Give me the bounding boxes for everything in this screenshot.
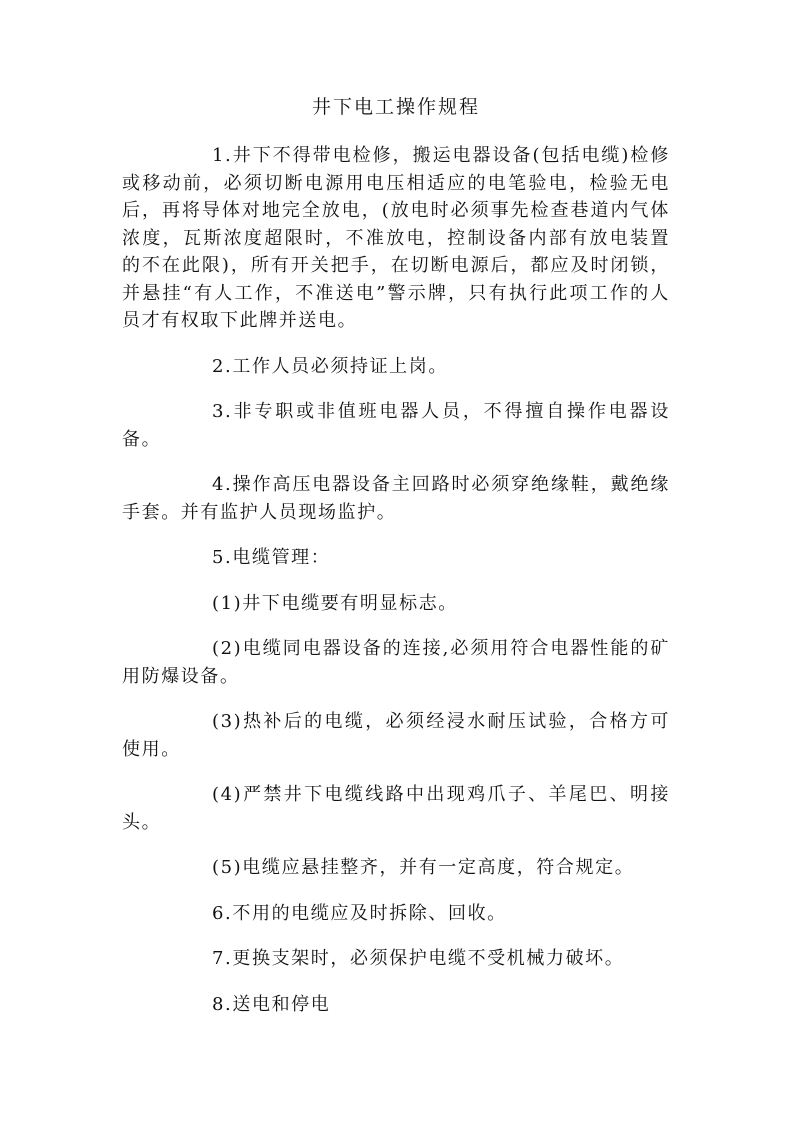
paragraph-5-5: (5)电缆应悬挂整齐，并有一定高度，符合规定。 <box>212 857 635 878</box>
paragraph-1: 1.井下不得带电检修，搬运电器设备(包括电缆)检修或移动前，必须切断电源用电压相适应的电笔验电，检验无电后，再将导体对地完全放电，(放电时必须事先检查巷道内气体浓度，瓦斯浓度超限时，不准放电，控制设备内部有放电装置的不在此限)，所有开关把手，在切断电源后，都应及时闭锁，并悬挂“有人工作，不准送电”警示牌，只有执行此项工作的人员才有权取下此牌并送电。 <box>122 145 670 331</box>
paragraph-7: 7.更换支架时，必须保护电缆不受机械力破坏。 <box>212 948 625 969</box>
paragraph-3: 3.非专职或非值班电器人员，不得擅自操作电器设备。 <box>122 401 670 450</box>
paragraph-5-1: (1)井下电缆要有明显标志。 <box>212 592 458 614</box>
paragraph-5-4: (4)严禁井下电缆线路中出现鸡爪子、羊尾巴、明接头。 <box>122 784 670 833</box>
paragraph-8: 8.送电和停电 <box>212 993 331 1015</box>
paragraph-2: 2.工作人员必须持证上岗。 <box>212 355 448 377</box>
paragraph-6: 6.不用的电缆应及时拆除、回收。 <box>212 902 507 924</box>
paragraph-4: 4.操作高压电器设备主回路时必须穿绝缘鞋，戴绝缘手套。并有监护人员现场监护。 <box>122 474 670 523</box>
paragraph-5: 5.电缆管理： <box>212 547 331 568</box>
paragraph-5-3: (3)热补后的电缆，必须经浸水耐压试验，合格方可使用。 <box>122 711 670 760</box>
paragraph-5-2: (2)电缆同电器设备的连接,必须用符合电器性能的矿用防爆设备。 <box>122 638 670 687</box>
document-page <box>122 92 670 1036</box>
document-title: 井下电工操作规程 <box>311 96 480 118</box>
